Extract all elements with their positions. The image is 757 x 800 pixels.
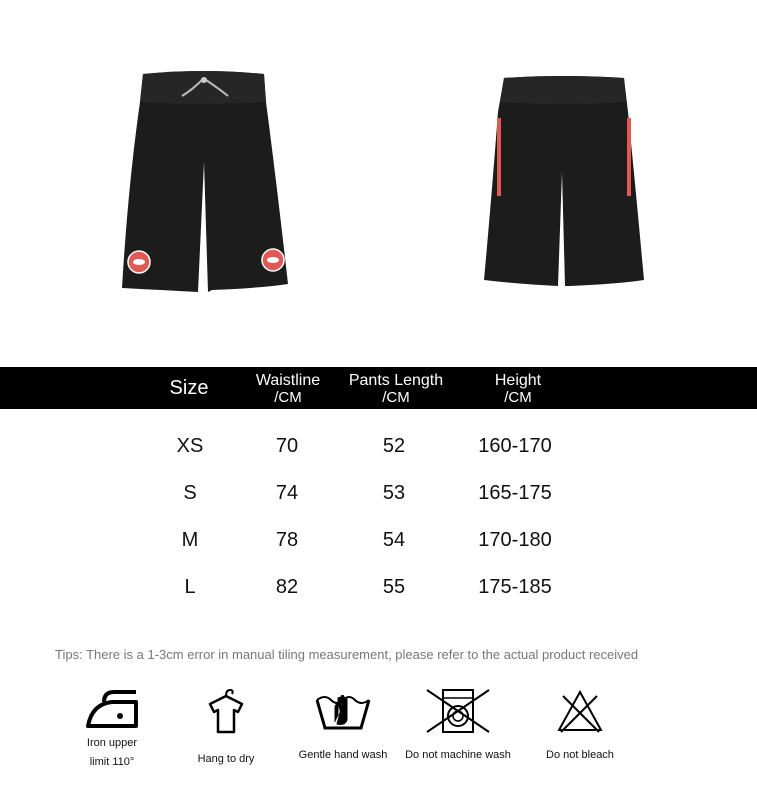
- header-height-label: Height: [494, 372, 542, 389]
- header-height-unit: /CM: [504, 389, 532, 406]
- cell-waistline: 82: [275, 576, 299, 598]
- cell-height: 160-170: [478, 435, 552, 457]
- hand-wash-icon: [313, 686, 373, 732]
- header-waistline: [238, 372, 338, 406]
- care-item-no-machine-wash: [398, 686, 518, 765]
- cell-waistline: 78: [275, 529, 299, 551]
- cell-pants-length: 54: [382, 529, 406, 551]
- care-label-iron-line2: limit 110°: [89, 756, 135, 768]
- care-item-no-bleach: [536, 686, 624, 765]
- cell-height: 175-185: [478, 576, 552, 598]
- cell-size: L: [184, 576, 196, 598]
- header-waistline-label: Waistline: [255, 372, 321, 389]
- care-label-iron-line1: Iron upper: [86, 737, 138, 749]
- care-label-no-machine-wash: Do not machine wash: [405, 749, 511, 761]
- shorts-back-image: [478, 72, 648, 294]
- cell-size: S: [183, 482, 197, 504]
- table-row: [0, 478, 757, 508]
- shorts-front-image: [112, 66, 294, 300]
- care-label-hand-wash: Gentle hand wash: [298, 749, 388, 761]
- care-item-iron: [72, 686, 152, 772]
- care-item-hang: [186, 686, 266, 769]
- cell-waistline: 74: [275, 482, 299, 504]
- cell-size: M: [181, 529, 199, 551]
- header-waistline-unit: /CM: [274, 389, 302, 406]
- cell-height: 170-180: [478, 529, 552, 551]
- cell-pants-length: 55: [382, 576, 406, 598]
- header-pants-length-unit: /CM: [382, 389, 410, 406]
- header-size: Size: [169, 377, 209, 399]
- iron-icon: [82, 686, 142, 730]
- table-row: [0, 572, 757, 602]
- header-pants-length: [334, 372, 458, 406]
- size-chart-header: [0, 367, 757, 409]
- care-label-hang: Hang to dry: [197, 753, 255, 765]
- table-row: [0, 431, 757, 461]
- tips-text: Tips: There is a 1-3cm error in manual tiling measurement, please refer to the actual product received: [55, 647, 639, 662]
- header-height: [468, 372, 568, 406]
- cell-waistline: 70: [275, 435, 299, 457]
- cell-size: XS: [176, 435, 204, 457]
- header-pants-length-label: Pants Length: [348, 372, 444, 389]
- hang-dry-icon: [204, 686, 248, 736]
- care-label-no-bleach: Do not bleach: [546, 749, 614, 761]
- cell-pants-length: 53: [382, 482, 406, 504]
- no-bleach-icon: [555, 686, 605, 736]
- no-machine-wash-icon: [423, 686, 493, 736]
- cell-pants-length: 52: [382, 435, 406, 457]
- table-row: [0, 525, 757, 555]
- care-item-hand-wash: [291, 686, 395, 765]
- cell-height: 165-175: [478, 482, 552, 504]
